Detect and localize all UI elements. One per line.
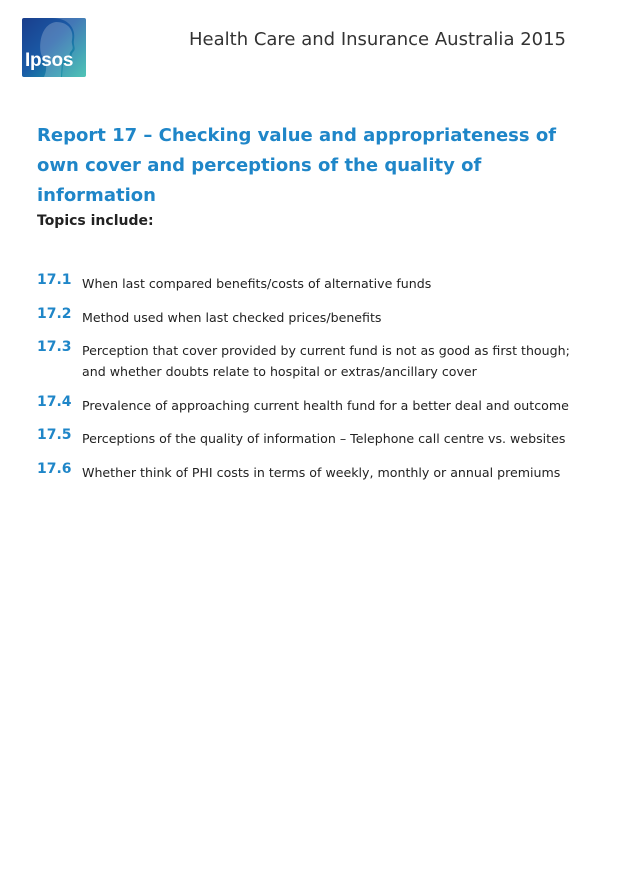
report-title: Report 17 – Checking value and appropriateness of own cover and perceptions of the quality of information <box>37 125 557 206</box>
topic-text: Perception that cover provided by current fund is not as good as first though; and whether doubts relate to hospital or extras/ancillary cover <box>82 343 570 379</box>
topic-number: 17.3 <box>37 339 72 355</box>
ipsos-logo <box>22 18 86 77</box>
topic-number: 17.6 <box>37 461 72 477</box>
topic-number: 17.1 <box>37 272 72 288</box>
logo-text: Ipsos <box>25 50 74 71</box>
topic-text: Perceptions of the quality of information – Telephone call centre vs. websites <box>82 431 566 446</box>
topic-text: When last compared benefits/costs of alternative funds <box>82 276 432 291</box>
topic-number: 17.4 <box>37 394 72 410</box>
topic-text: Prevalence of approaching current health fund for a better deal and outcome <box>82 398 569 413</box>
topic-text: Whether think of PHI costs in terms of weekly, monthly or annual premiums <box>82 465 561 480</box>
document-header-title: Health Care and Insurance Australia 2015 <box>189 29 566 50</box>
topic-number: 17.2 <box>37 306 72 322</box>
topics-heading: Topics include: <box>37 213 154 229</box>
topic-text: Method used when last checked prices/benefits <box>82 310 382 325</box>
topic-number: 17.5 <box>37 427 72 443</box>
